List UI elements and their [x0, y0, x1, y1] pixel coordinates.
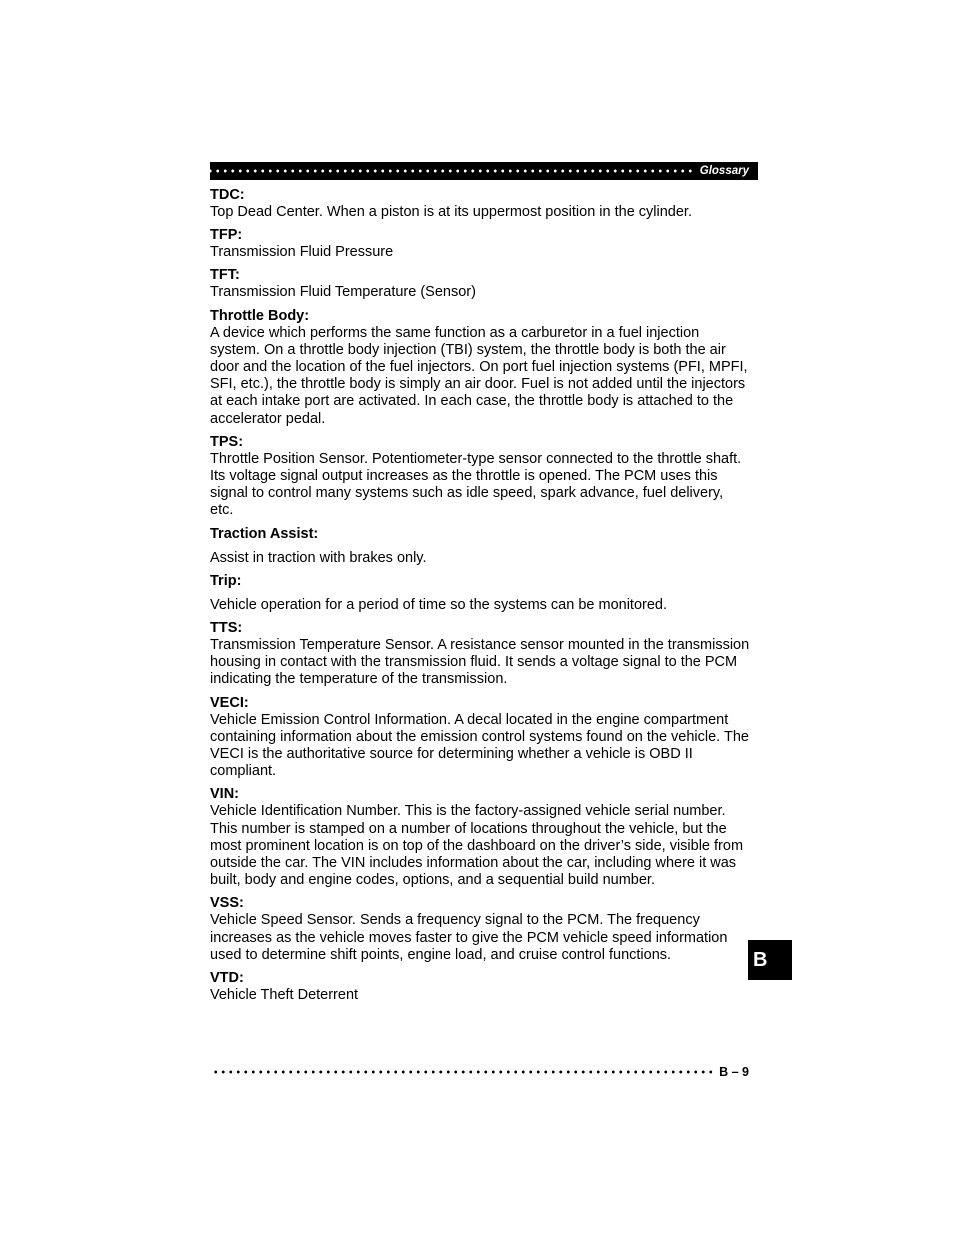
glossary-definition: Top Dead Center. When a piston is at its uppermost position in the cylinder. [210, 204, 692, 220]
header-bar [210, 162, 758, 180]
glossary-term: VECI: [210, 694, 249, 711]
glossary-definition: A device which performs the same function as a carburetor in a fuel injection system. On a throttle body injection (TBI) system, the throttle body is both the air door and the location of the fuel injectors. On port fuel injection systems (PFI, MPFI, SFI, etc.), the throttle body is simply an air door. Fuel is not added until the injectors at each intake port are activated. In each case, the throttle body is attached to the accelerator pedal. [210, 324, 748, 427]
glossary-term: TDC: [210, 187, 245, 203]
glossary-content [210, 187, 750, 1010]
glossary-term: TFP: [210, 227, 243, 244]
glossary-term: Trip: [210, 572, 242, 589]
glossary-entry-traction-assist [210, 526, 750, 567]
glossary-definition: Vehicle Theft Deterrent [210, 987, 359, 1004]
glossary-definition: Vehicle Identification Number. This is the factory-assigned vehicle serial number. This number is stamped on a number of locations throughout the vehicle, but the most prominent location is on top of the dashboard on the driver’s side, visible from outside the car. The VIN includes information about the car, including where it was built, body and engine codes, options, and a sequential build number. [210, 803, 744, 889]
glossary-term: VTD: [210, 970, 244, 987]
glossary-entry-trip [210, 573, 750, 614]
glossary-definition: Vehicle Speed Sensor. Sends a frequency signal to the PCM. The frequency increases as the vehicle moves faster to give the PCM vehicle speed information used to determine shift points, engine load, and cruise control functions. [210, 912, 728, 963]
glossary-entry-tps [210, 434, 750, 520]
glossary-entry-vtd [210, 970, 750, 1004]
header-title: Glossary [699, 165, 749, 177]
page-number: B – 9 [719, 1065, 749, 1079]
glossary-definition: Transmission Temperature Sensor. A resistance sensor mounted in the transmission housing in contact with the transmission fluid. It sends a voltage signal to the PCM indicating the temperature of the transmission. [210, 637, 750, 688]
header-dot-leader [210, 162, 696, 180]
glossary-definition: Transmission Fluid Pressure [210, 244, 394, 261]
glossary-entry-tft [210, 267, 750, 301]
glossary-entry-throttle-body [210, 308, 750, 428]
glossary-entry-vin [210, 786, 750, 889]
glossary-definition: Throttle Position Sensor. Potentiometer-type sensor connected to the throttle shaft. Its voltage signal output increases as the throttle is opened. The PCM uses this signal to control many systems such as idle speed, spark advance, fuel delivery, etc. [210, 450, 742, 519]
glossary-definition: Vehicle operation for a period of time so the systems can be monitored. [210, 596, 667, 613]
glossary-term: Traction Assist: [210, 525, 319, 542]
footer-dot-leader [210, 1064, 715, 1080]
section-tab: B [748, 940, 792, 980]
glossary-entry-vss [210, 895, 750, 964]
glossary-term: VIN: [210, 786, 239, 803]
glossary-term: TFT: [210, 267, 240, 284]
glossary-entry-tfp [210, 227, 750, 261]
glossary-entry-tts [210, 620, 750, 689]
glossary-term: VSS: [210, 895, 244, 912]
glossary-definition: Transmission Fluid Temperature (Sensor) [210, 284, 476, 301]
glossary-definition: Assist in traction with brakes only. [210, 549, 427, 566]
glossary-definition: Vehicle Emission Control Information. A decal located in the engine compartment containing information about the emission control systems found on the vehicle. The VECI is the authoritative source for determining whether a vehicle is OBD II compliant. [210, 711, 749, 780]
glossary-entry-veci [210, 695, 750, 781]
glossary-term: TPS: [210, 433, 244, 450]
glossary-entry-tdc [210, 187, 750, 221]
footer [210, 1064, 758, 1080]
glossary-term: Throttle Body: [210, 307, 310, 324]
glossary-term: TTS: [210, 620, 243, 637]
